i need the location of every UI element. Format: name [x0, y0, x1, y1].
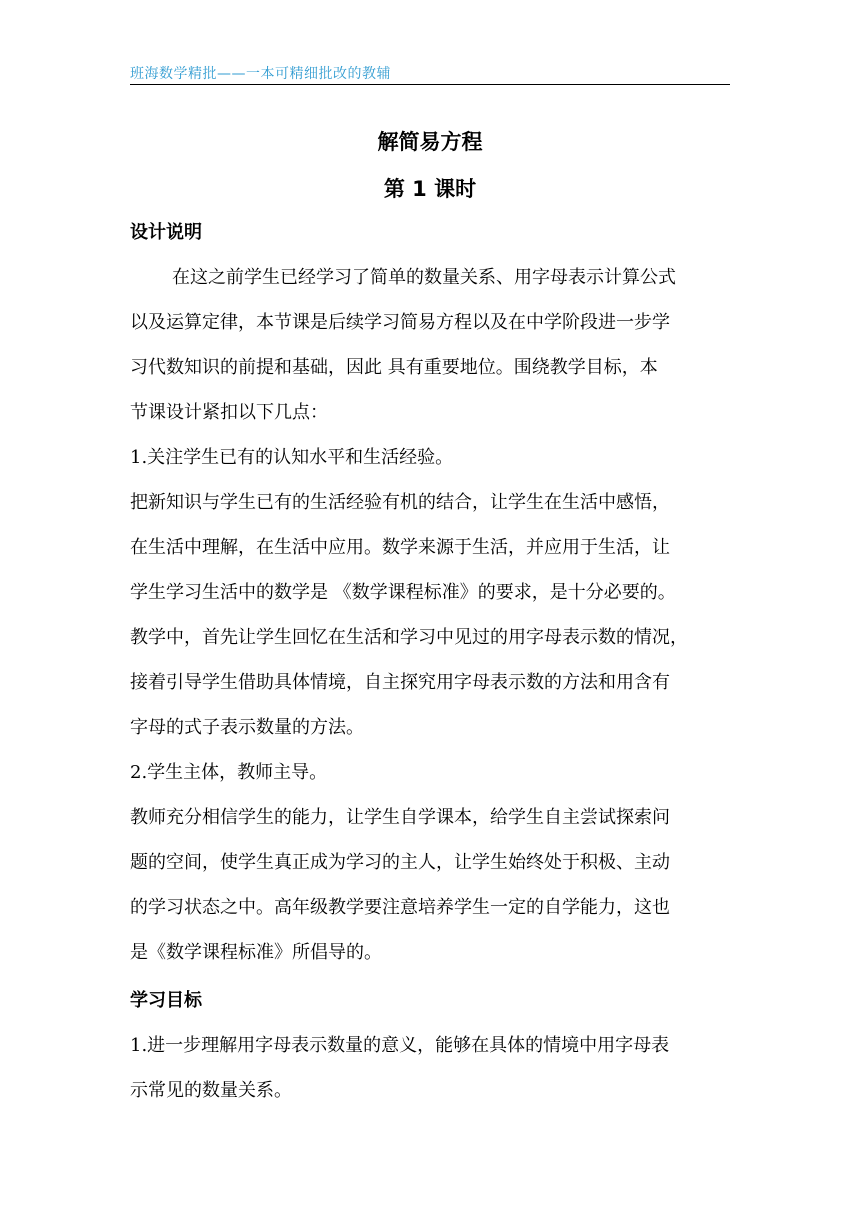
- paragraph-line: 接着引导学生借助具体情境，自主探究用字母表示数的方法和用含有: [130, 672, 670, 693]
- header-text: 班海数学精批——一本可精细批改的教辅: [130, 66, 391, 82]
- paragraph-line: 1.进一步理解用字母表示数量的意义，能够在具体的情境中用字母表: [130, 1035, 670, 1056]
- section-heading-goals: 学习目标: [130, 990, 202, 1011]
- paragraph-line: 习代数知识的前提和基础，因此 具有重要地位。围绕教学目标，本: [130, 357, 658, 378]
- section-heading-design: 设计说明: [130, 222, 202, 243]
- paragraph-line: 在这之前学生已经学习了简单的数量关系、用字母表示计算公式: [172, 267, 676, 288]
- page-title: 解简易方程: [377, 130, 483, 154]
- paragraph-line: 教师充分相信学生的能力，让学生自学课本，给学生自主尝试探索问: [130, 807, 670, 828]
- paragraph-line: 以及运算定律，本节课是后续学习简易方程以及在中学阶段进一步学: [130, 312, 670, 333]
- paragraph-line: 题的空间，使学生真正成为学习的主人，让学生始终处于积极、主动: [130, 852, 670, 873]
- paragraph-line: 的学习状态之中。高年级教学要注意培养学生一定的自学能力，这也: [130, 897, 670, 918]
- paragraph-line: 教学中，首先让学生回忆在生活和学习中见过的用字母表示数的情况，: [130, 627, 688, 648]
- paragraph-line: 把新知识与学生已有的生活经验有机的结合，让学生在生活中感悟，: [130, 492, 670, 513]
- paragraph-line: 字母的式子表示数量的方法。: [130, 717, 364, 738]
- paragraph-line: 示常见的数量关系。: [130, 1080, 292, 1101]
- paragraph-line: 学生学习生活中的数学是 《数学课程标准》的要求，是十分必要的。: [130, 582, 676, 603]
- list-item-heading: 1.关注学生已有的认知水平和生活经验。: [130, 447, 454, 468]
- paragraph-line: 节课设计紧扣以下几点：: [130, 402, 328, 423]
- paragraph-line: 是《数学课程标准》所倡导的。: [130, 942, 382, 963]
- paragraph-line: 在生活中理解，在生活中应用。数学来源于生活，并应用于生活，让: [130, 537, 670, 558]
- list-item-heading: 2.学生主体，教师主导。: [130, 762, 328, 783]
- page-header: [130, 60, 730, 85]
- lesson-number: 第 1 课时: [383, 177, 477, 201]
